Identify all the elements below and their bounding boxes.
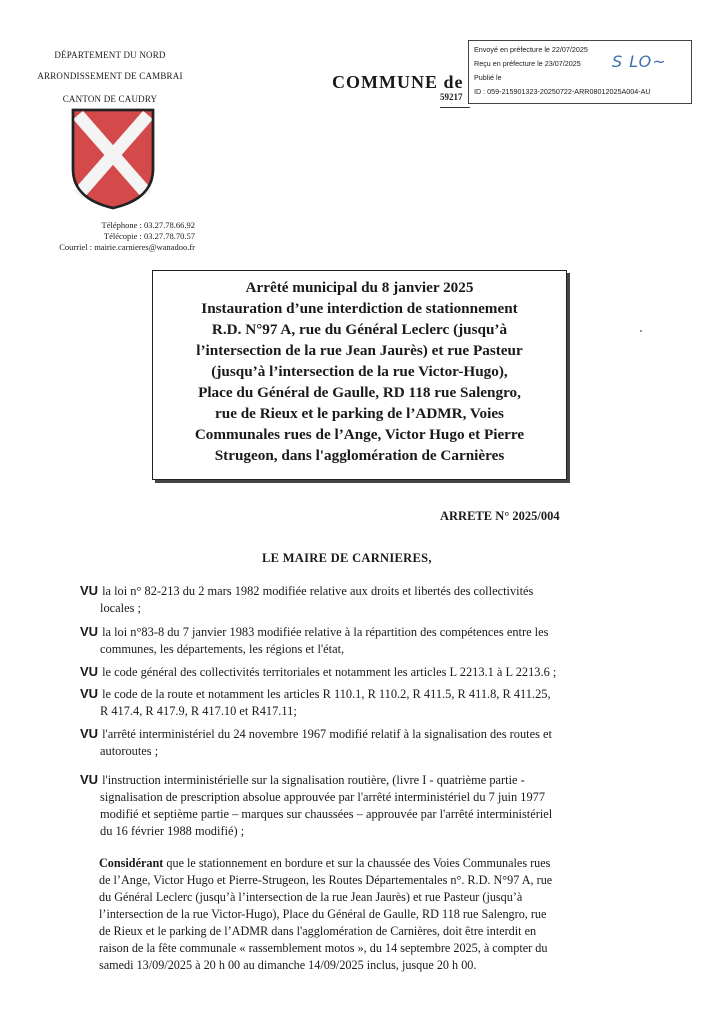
vu-item-line (80, 623, 640, 641)
stamp-recu: Reçu en préfecture le 23/07/2025 (474, 59, 581, 68)
decree-title-box (152, 270, 567, 480)
vu-label: VU (80, 624, 99, 639)
vu-item-line (80, 685, 640, 703)
scan-speck (640, 330, 642, 332)
vu-text: l'instruction interministérielle sur la signalisation routière, (livre I - quatrième partie - (102, 773, 525, 787)
vu-item-line (80, 806, 640, 823)
title-line: Arrêté municipal du 8 janvier 2025 (245, 279, 474, 296)
signature-flourish-icon: ~ (652, 52, 667, 71)
vu-text: autoroutes ; (100, 744, 159, 758)
considerant-line: l’intersection de la rue Victor-Hugo), Place du Général de Gaulle, RD 118 rue Salengro, rue (99, 907, 547, 921)
vu-item (80, 663, 640, 681)
vu-label: VU (80, 686, 99, 701)
title-line: Communales rues de l’Ange, Victor Hugo et Pierre (194, 426, 525, 443)
vu-item-line (80, 582, 640, 600)
stamp-envoye: Envoyé en préfecture le 22/07/2025 (474, 45, 588, 54)
stamp-id: ID : 059-215901323-20250722-ARR08012025A004-AU (474, 87, 651, 96)
considerant-first-line (99, 855, 659, 872)
stamp-publie: Publié le (474, 73, 502, 82)
title-line: Instauration d’une interdiction de stationnement (201, 300, 518, 317)
commune-heading: COMMUNE de (332, 72, 464, 92)
arrondissement-label: ARRONDISSEMENT DE CAMBRAI (37, 71, 183, 81)
vu-label: VU (80, 583, 99, 598)
telecopie-label: Télécopie : 03.27.78.70.57 (103, 231, 195, 241)
telephone-label: Téléphone : 03.27.78.66.92 (101, 220, 195, 230)
title-line: R.D. N°97 A, rue du Général Leclerc (jusqu’à (211, 321, 508, 338)
signature-text: S LO (612, 52, 653, 71)
canton-label: CANTON DE CAUDRY (62, 94, 158, 104)
contact-block (0, 220, 195, 253)
vu-text: locales ; (100, 601, 141, 615)
considerant-line: du Général Leclerc (jusqu’à l’intersection de la rue Jean Jaurès) et rue Pasteur (jusqu’à (99, 890, 523, 904)
vu-text: l'arrêté interministériel du 24 novembre 1967 modifié relatif à la signalisation des routes et (102, 727, 552, 741)
vu-item-line (80, 771, 640, 789)
vu-text: le code de la route et notamment les articles R 110.1, R 110.2, R 411.5, R 411.8, R 411.25, (102, 687, 551, 701)
vu-item-line (80, 600, 640, 617)
vu-text: du 16 février 1988 modifié) ; (100, 824, 245, 838)
email-label: Courriel : mairie.carnieres@wanadoo.fr (59, 242, 195, 252)
vu-text: R 417.4, R 417.9, R 417.10 et R417.11; (100, 704, 297, 718)
title-line: l’intersection de la rue Jean Jaurès) et rue Pasteur (196, 342, 523, 359)
considerant-paragraph (99, 855, 659, 974)
title-line: (jusqu’à l’intersection de la rue Victor-Hugo), (211, 363, 508, 380)
vu-text: la loi n° 82-213 du 2 mars 1982 modifiée relative aux droits et libertés des collectivités (102, 584, 534, 598)
considerant-line: de l’Ange, Victor Hugo et Pierre-Strugeon, les Routes Départementales n°. R.D. N°97 A, rue (99, 873, 553, 887)
vu-text: le code général des collectivités territoriales et notamment les articles L 2213.1 à L 2213.6 ; (102, 665, 557, 679)
vu-item-line (80, 663, 640, 681)
heading-rule (440, 107, 470, 108)
vu-item-line (80, 703, 640, 720)
title-line: rue de Rieux et le parking de l’ADMR, Voies (215, 405, 504, 422)
vu-item-line (80, 823, 640, 840)
considerant-first-text: que le stationnement en bordure et sur la chaussée des Voies Communales rues (163, 856, 551, 870)
title-line: Place du Général de Gaulle, RD 118 rue Salengro, (198, 384, 521, 401)
vu-item (80, 771, 640, 840)
vu-item-line (80, 725, 640, 743)
vu-item-line (80, 641, 640, 658)
considerant-line: de Rieux et le parking de l’ADMR dans l'agglomération de Carnières, doit être interdit en (99, 924, 537, 938)
vu-label: VU (80, 726, 99, 741)
vu-text: modifié et septième partie – marques sur chaussées – approuvée par l'arrêté interministériel (100, 807, 553, 821)
vu-text: communes, les départements, les régions et l'état, (100, 642, 345, 656)
title-line: Strugeon, dans l'agglomération de Carnières (214, 447, 505, 464)
vu-item (80, 685, 640, 720)
decree-number: ARRETE N° 2025/004 (440, 509, 560, 523)
vu-text: signalisation de prescription absolue approuvée par l'arrêté interministériel du 7 juin 1977 (100, 790, 546, 804)
considerant-line: samedi 13/09/2025 à 20 h 00 au dimanche 14/09/2025 inclus, jusque 20 h 00. (99, 958, 477, 972)
postal-code: 59217 (440, 92, 463, 102)
departement-label: DÉPARTEMENT DU NORD (54, 50, 166, 60)
prefecture-stamp (468, 40, 692, 104)
vu-item (80, 582, 640, 617)
handwritten-signature (612, 52, 667, 71)
vu-label: VU (80, 664, 99, 679)
vu-item (80, 623, 640, 658)
vu-item-line (80, 743, 640, 760)
considerant-label: Considérant (99, 856, 164, 870)
considerant-line: raison de la fête communale « rassemblement motos », du 14 septembre 2025, à compter du (99, 941, 548, 955)
vu-label: VU (80, 772, 99, 787)
vu-text: la loi n°83-8 du 7 janvier 1983 modifiée relative à la répartition des compétences entre les (102, 625, 549, 639)
vu-item-line (80, 789, 640, 806)
coat-of-arms-icon (70, 107, 156, 211)
mayor-heading: LE MAIRE DE CARNIERES, (262, 551, 432, 565)
vu-item (80, 725, 640, 760)
